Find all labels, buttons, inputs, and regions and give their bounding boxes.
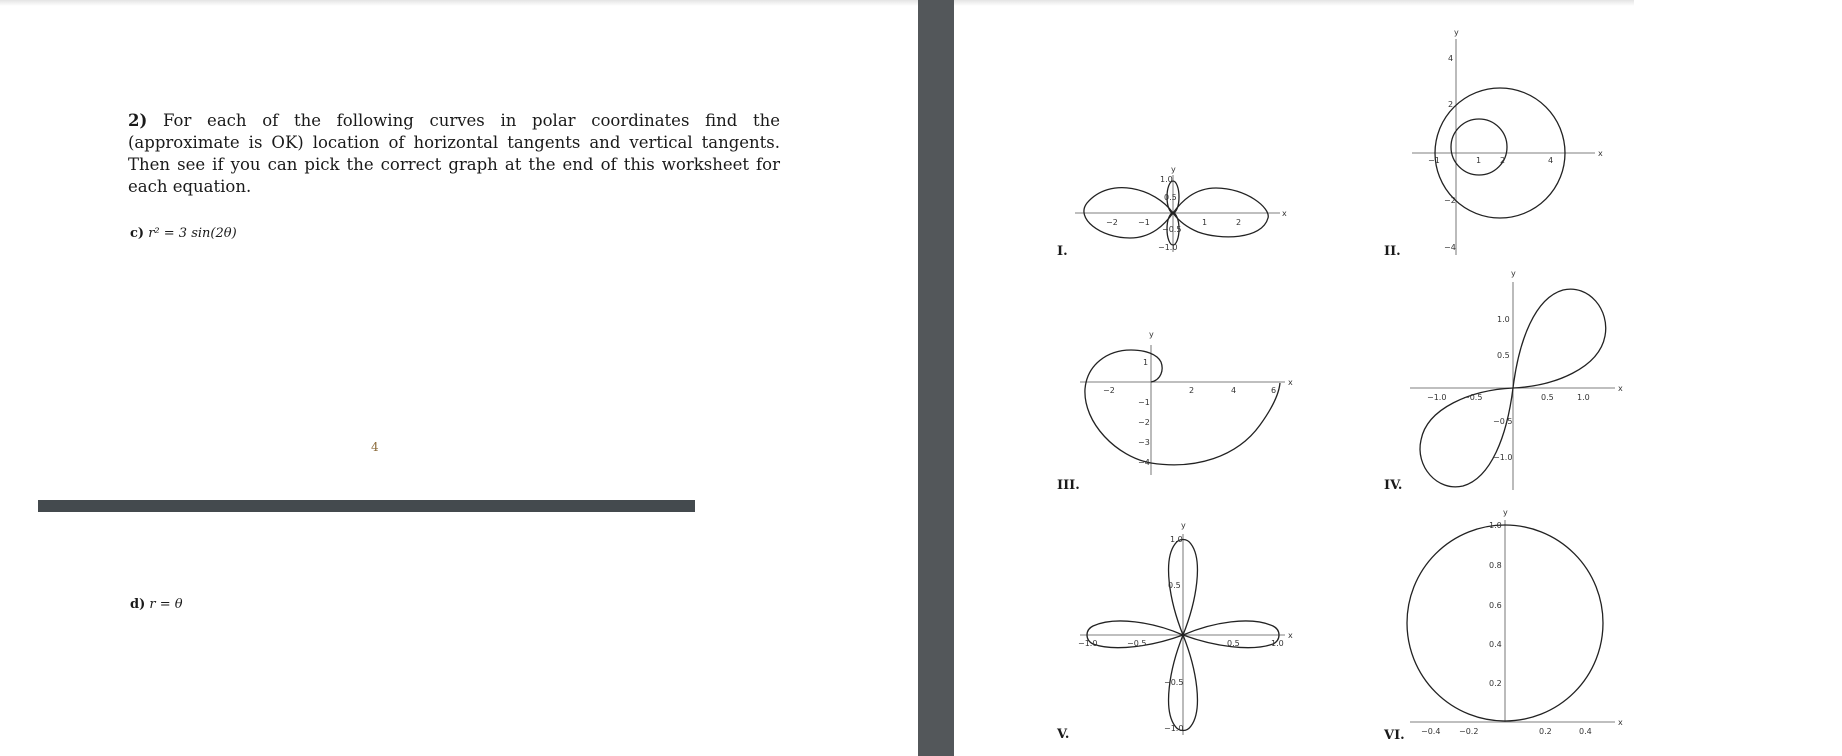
graph-label-6: VI. [1384, 728, 1405, 743]
graph-4-tick-x-2: −0.5 [1463, 393, 1483, 402]
graph-6-tick-y-3: 0.6 [1489, 601, 1502, 610]
graph-4-axis-x-label: x [1618, 384, 1623, 393]
graph-label-3: III. [1057, 478, 1080, 493]
graph-4-tick-x-4: 1.0 [1577, 393, 1590, 402]
graph-4-tick-y-1: 1.0 [1497, 315, 1510, 324]
graph-2-tick-x-3: 2 [1500, 156, 1506, 165]
graph-3 [1075, 325, 1300, 485]
graph-3-tick-x-3: 4 [1231, 386, 1237, 395]
graph-6-tick-y-4: 0.4 [1489, 640, 1502, 649]
graph-1 [1070, 160, 1300, 260]
graph-5-tick-x-4: 1.0 [1271, 639, 1284, 648]
graph-5-axis-x-label: x [1288, 631, 1293, 640]
graph-label-5: V. [1057, 727, 1070, 742]
graph-4 [1405, 268, 1630, 493]
graph-5-tick-y-3: −0.5 [1164, 678, 1184, 687]
graph-5 [1075, 520, 1305, 740]
graph-4-tick-x-1: −1.0 [1427, 393, 1447, 402]
graph-2-tick-y-3: −2 [1444, 196, 1456, 205]
item-d [130, 597, 183, 612]
graph-4-axis-y-label: y [1511, 269, 1516, 278]
graph-3-axis-y-label: y [1149, 330, 1154, 339]
graph-3-tick-y-1: 1 [1143, 358, 1149, 367]
graph-1-tick-y-2: 0.5 [1164, 193, 1177, 202]
problem-number: 2) [128, 111, 148, 130]
graph-6-tick-y-1: 1.0 [1489, 521, 1502, 530]
graph-3-axis-x-label: x [1288, 378, 1293, 387]
graph-4-loop-lower [1420, 388, 1513, 487]
graph-4-loop-upper [1513, 289, 1606, 388]
graph-2-tick-x-4: 4 [1548, 156, 1554, 165]
left-document-page [0, 0, 918, 756]
problem-text: For each of the following curves in polar coordinates find the (approximate is OK) location of horizontal tangents and vertical tangents. Then see if you can pick the correct graph at the end of this worksheet for each equation. [128, 111, 781, 196]
graph-4-tick-y-2: 0.5 [1497, 351, 1510, 360]
graph-1-tick-x-2: −1 [1138, 218, 1150, 227]
graph-6 [1405, 508, 1630, 740]
graph-2-axis-x-label: x [1598, 149, 1603, 158]
item-d-equation: r = θ [149, 597, 183, 612]
graph-4-tick-x-3: 0.5 [1541, 393, 1554, 402]
graph-1-tick-x-3: 1 [1202, 218, 1208, 227]
problem-statement [128, 110, 780, 198]
graph-6-axis-y-label: y [1503, 508, 1508, 517]
page-break-bar [38, 500, 695, 512]
graph-5-tick-y-4: −1.0 [1164, 724, 1184, 733]
graph-5-axis-y-label: y [1181, 521, 1186, 530]
graph-2-inner-loop [1451, 119, 1507, 175]
graph-3-spiral [1085, 350, 1280, 465]
item-c-label: c) [130, 226, 145, 241]
graph-3-tick-x-2: 2 [1189, 386, 1195, 395]
graph-6-tick-x-2: −0.2 [1459, 727, 1479, 736]
item-c [130, 226, 237, 241]
graph-1-tick-y-3: −0.5 [1162, 225, 1182, 234]
graph-3-tick-y-3: −2 [1138, 418, 1150, 427]
graph-6-tick-x-3: 0.2 [1539, 727, 1552, 736]
graph-2-tick-y-1: 4 [1448, 54, 1454, 63]
graph-3-tick-x-4: 6 [1271, 386, 1277, 395]
graph-3-tick-y-5: −4 [1138, 458, 1150, 467]
graph-5-tick-y-2: 0.5 [1168, 581, 1181, 590]
graph-1-tick-x-4: 2 [1236, 218, 1242, 227]
item-c-equation: r² = 3 sin(2θ) [148, 226, 237, 241]
graph-5-tick-x-2: −0.5 [1127, 639, 1147, 648]
graph-6-tick-x-4: 0.4 [1579, 727, 1592, 736]
graph-2-tick-x-2: 1 [1476, 156, 1482, 165]
graph-5-tick-x-1: −1.0 [1078, 639, 1098, 648]
graph-label-4: IV. [1384, 478, 1403, 493]
graph-4-tick-y-3: −0.5 [1493, 417, 1513, 426]
graph-2-axis-y-label: y [1454, 28, 1459, 37]
graph-5-tick-y-1: 1.0 [1170, 535, 1183, 544]
graph-3-tick-x-1: −2 [1103, 386, 1115, 395]
page-number: 4 [371, 440, 379, 454]
graph-1-axis-y-label: y [1171, 165, 1176, 174]
graph-2-tick-x-1: −1 [1428, 156, 1440, 165]
graph-3-tick-y-4: −3 [1138, 438, 1150, 447]
graph-1-tick-y-1: 1.0 [1160, 175, 1173, 184]
graph-1-axis-x-label: x [1282, 209, 1287, 218]
item-d-label: d) [130, 597, 146, 612]
graph-6-axis-x-label: x [1618, 718, 1623, 727]
graph-6-tick-y-2: 0.8 [1489, 561, 1502, 570]
graph-1-tick-x-1: −2 [1106, 218, 1118, 227]
graph-4-tick-y-4: −1.0 [1493, 453, 1513, 462]
page-top-shadow [0, 0, 918, 6]
graph-5-tick-x-3: 0.5 [1227, 639, 1240, 648]
page-gutter [918, 0, 954, 756]
graph-6-tick-x-1: −0.4 [1421, 727, 1441, 736]
graph-2-tick-y-2: 2 [1448, 100, 1454, 109]
graph-1-tick-y-4: −1.0 [1158, 243, 1178, 252]
page-top-shadow-right [954, 0, 1634, 6]
graph-3-tick-y-2: −1 [1138, 398, 1150, 407]
graph-6-tick-y-5: 0.2 [1489, 679, 1502, 688]
viewer-background [1634, 0, 1842, 756]
graph-2-tick-y-4: −4 [1444, 243, 1456, 252]
graph-label-1: I. [1057, 244, 1068, 259]
graph-2 [1400, 25, 1610, 260]
graph-label-2: II. [1384, 244, 1401, 259]
